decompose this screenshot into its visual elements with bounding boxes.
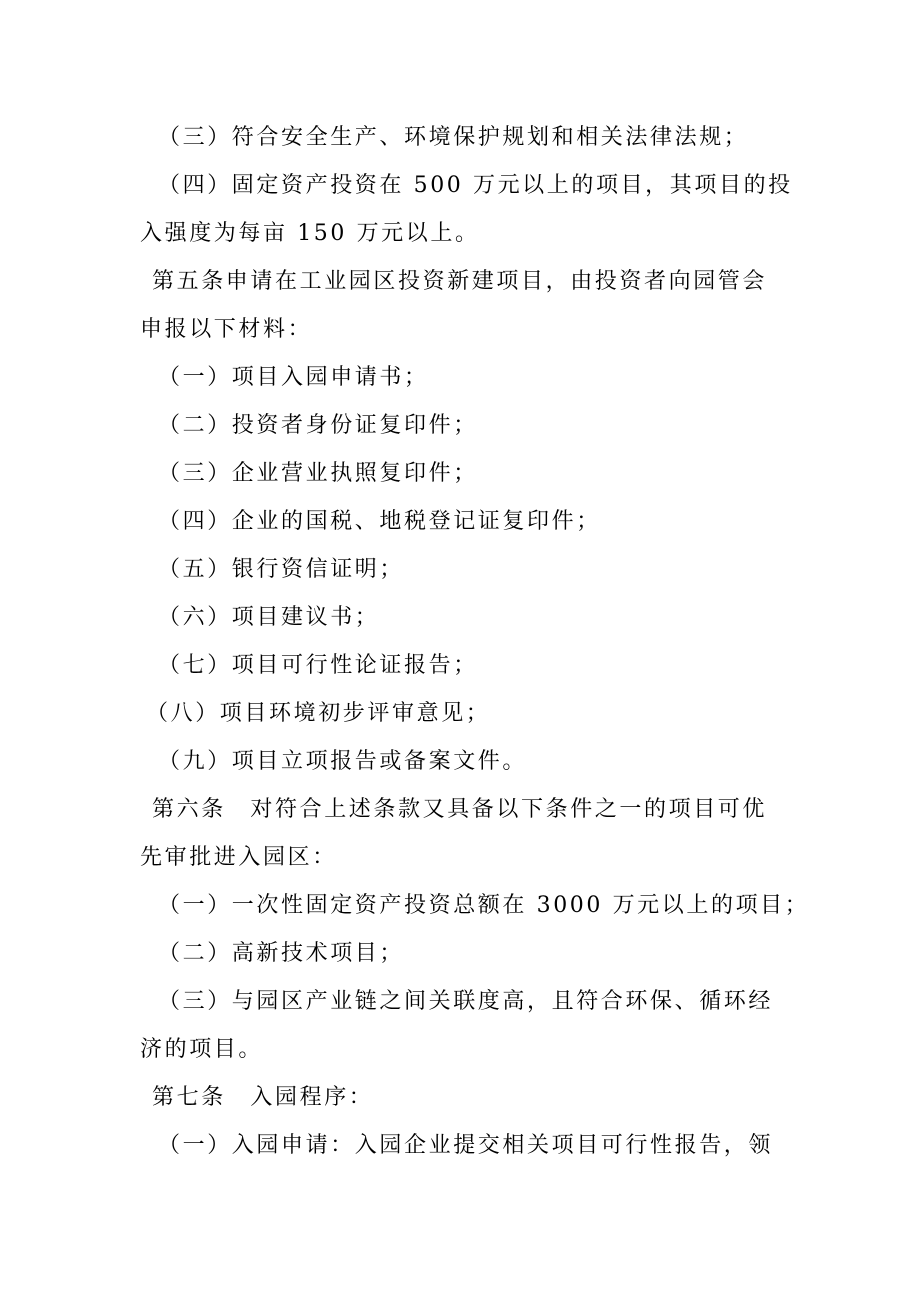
article-6-heading: 第六条 对符合上述条款又具备以下条件之一的项目可优 bbox=[152, 797, 768, 822]
priority-item-3: （三）与园区产业链之间关联度高，且符合环保、循环经 bbox=[158, 989, 774, 1014]
text-line-20: 济的项目。 bbox=[140, 1037, 264, 1062]
article-5-heading: 第五条申请在工业园区投资新建项目，由投资者向园管会 bbox=[152, 269, 768, 294]
list-item-7: （七）项目可行性论证报告； bbox=[158, 653, 478, 678]
list-item-2: （二）投资者身份证复印件； bbox=[158, 413, 478, 438]
text-line-1: （三）符合安全生产、环境保护规划和相关法律法规； bbox=[158, 125, 749, 150]
text-line-16: 先审批进入园区： bbox=[140, 845, 337, 870]
list-item-4: （四）企业的国税、地税登记证复印件； bbox=[158, 509, 601, 534]
list-item-8: （八）项目环境初步评审意见； bbox=[146, 701, 491, 726]
list-item-1: （一）项目入园申请书； bbox=[158, 365, 429, 390]
list-item-6: （六）项目建议书； bbox=[158, 605, 380, 630]
list-item-9: （九）项目立项报告或备案文件。 bbox=[158, 749, 528, 774]
list-item-5: （五）银行资信证明； bbox=[158, 557, 405, 582]
list-item-3: （三）企业营业执照复印件； bbox=[158, 461, 478, 486]
text-line-5: 申报以下材料： bbox=[140, 317, 313, 342]
text-line-2: （四）固定资产投资在 500 万元以上的项目，其项目的投 bbox=[158, 173, 793, 198]
procedure-item-1: （一）入园申请：入园企业提交相关项目可行性报告，领 bbox=[158, 1133, 774, 1158]
priority-item-2: （二）高新技术项目； bbox=[158, 941, 405, 966]
priority-item-1: （一）一次性固定资产投资总额在 3000 万元以上的项目； bbox=[158, 893, 810, 918]
article-7-heading: 第七条 入园程序： bbox=[152, 1085, 374, 1110]
text-line-3: 入强度为每亩 150 万元以上。 bbox=[140, 221, 480, 246]
